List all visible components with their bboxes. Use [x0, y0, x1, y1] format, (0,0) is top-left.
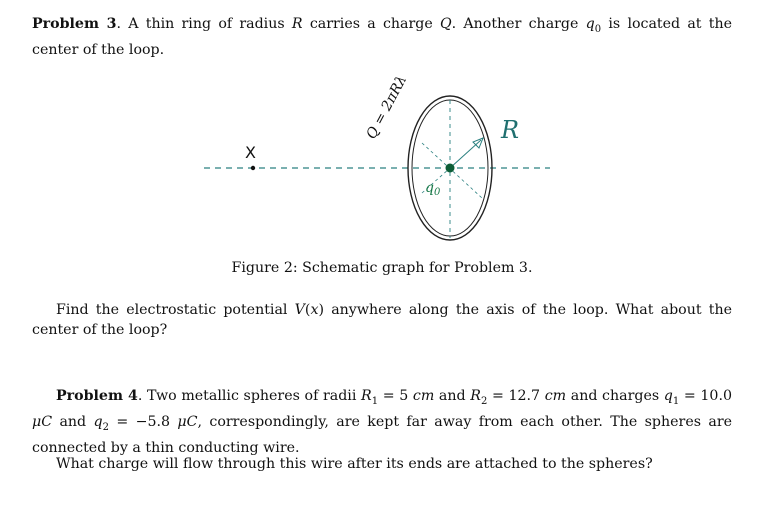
problem-4-text-b: and	[434, 388, 471, 404]
ring-diagram	[190, 68, 570, 253]
question-text-a: Find the electrostatic potential	[56, 302, 295, 318]
problem-3-statement	[32, 14, 732, 60]
problem-4-text-c: and charges	[566, 388, 664, 404]
q0-subscript: 0	[594, 23, 602, 35]
x-symbol: x	[310, 302, 319, 318]
r1-subscript: 1	[371, 395, 379, 407]
center-charge-subscript: 0	[433, 187, 441, 198]
r2-symbol: R	[470, 388, 481, 404]
r1-unit: cm	[412, 388, 435, 404]
charge-symbol: Q	[440, 16, 452, 32]
center-charge-symbol: q	[425, 180, 434, 196]
ring-charge-label: Q = 2πRλ	[363, 72, 411, 142]
r2-subscript: 2	[480, 395, 488, 407]
problem-3-text-b: carries a charge	[302, 16, 441, 32]
q2-value: = −5.8	[108, 413, 171, 430]
problem-4-statement	[32, 386, 732, 458]
paren-close: )	[318, 302, 325, 318]
question-text-b: anywhere along the axis of the loop. What about the center of the loop?	[32, 302, 732, 338]
problem-3-text-d: is located at the center of the loop.	[32, 16, 732, 58]
q2-subscript: 2	[102, 421, 109, 433]
problem-3-text-a: . A thin ring of radius	[116, 16, 292, 32]
radius-label: R	[501, 116, 520, 144]
problem-4-question: What charge will flow through this wire after its ends are attached to the spheres?	[56, 456, 653, 472]
q0-symbol: q	[585, 16, 595, 32]
radius-arrow	[450, 140, 481, 168]
problem-4-label: Problem 4	[56, 388, 138, 404]
center-charge-label	[425, 180, 441, 198]
figure-caption: Figure 2: Schematic graph for Problem 3.	[231, 260, 533, 276]
q1-symbol: q	[663, 388, 673, 404]
problem-3-label: Problem 3	[32, 16, 117, 32]
ring-figure	[190, 68, 570, 253]
potential-symbol: V	[294, 302, 305, 318]
r2-unit: cm	[544, 388, 567, 404]
problem-4-text-e: , correspondingly, are kept far away from each other. The spheres are connected by a thin conducting wire.	[32, 413, 732, 456]
r1-symbol: R	[361, 388, 372, 404]
q1-unit: μC	[32, 413, 53, 430]
q1-subscript: 1	[672, 395, 680, 407]
problem-3-text-c: . Another charge	[451, 16, 586, 32]
q2-unit: μC	[177, 413, 198, 430]
r1-value: = 5	[378, 388, 409, 404]
q2-symbol: q	[93, 413, 103, 430]
q1-value: = 10.0	[679, 388, 732, 404]
problem-3-question	[32, 300, 732, 340]
paren-open: (	[304, 302, 311, 318]
point-x-label: X	[245, 143, 256, 162]
point-x-dot	[251, 166, 255, 170]
center-charge-dot	[446, 164, 455, 173]
radius-symbol: R	[291, 16, 303, 32]
problem-4-text-a: . Two metallic spheres of radii	[137, 388, 361, 404]
problem-4-text-d: and	[52, 413, 94, 430]
r2-value: = 12.7	[487, 388, 541, 404]
